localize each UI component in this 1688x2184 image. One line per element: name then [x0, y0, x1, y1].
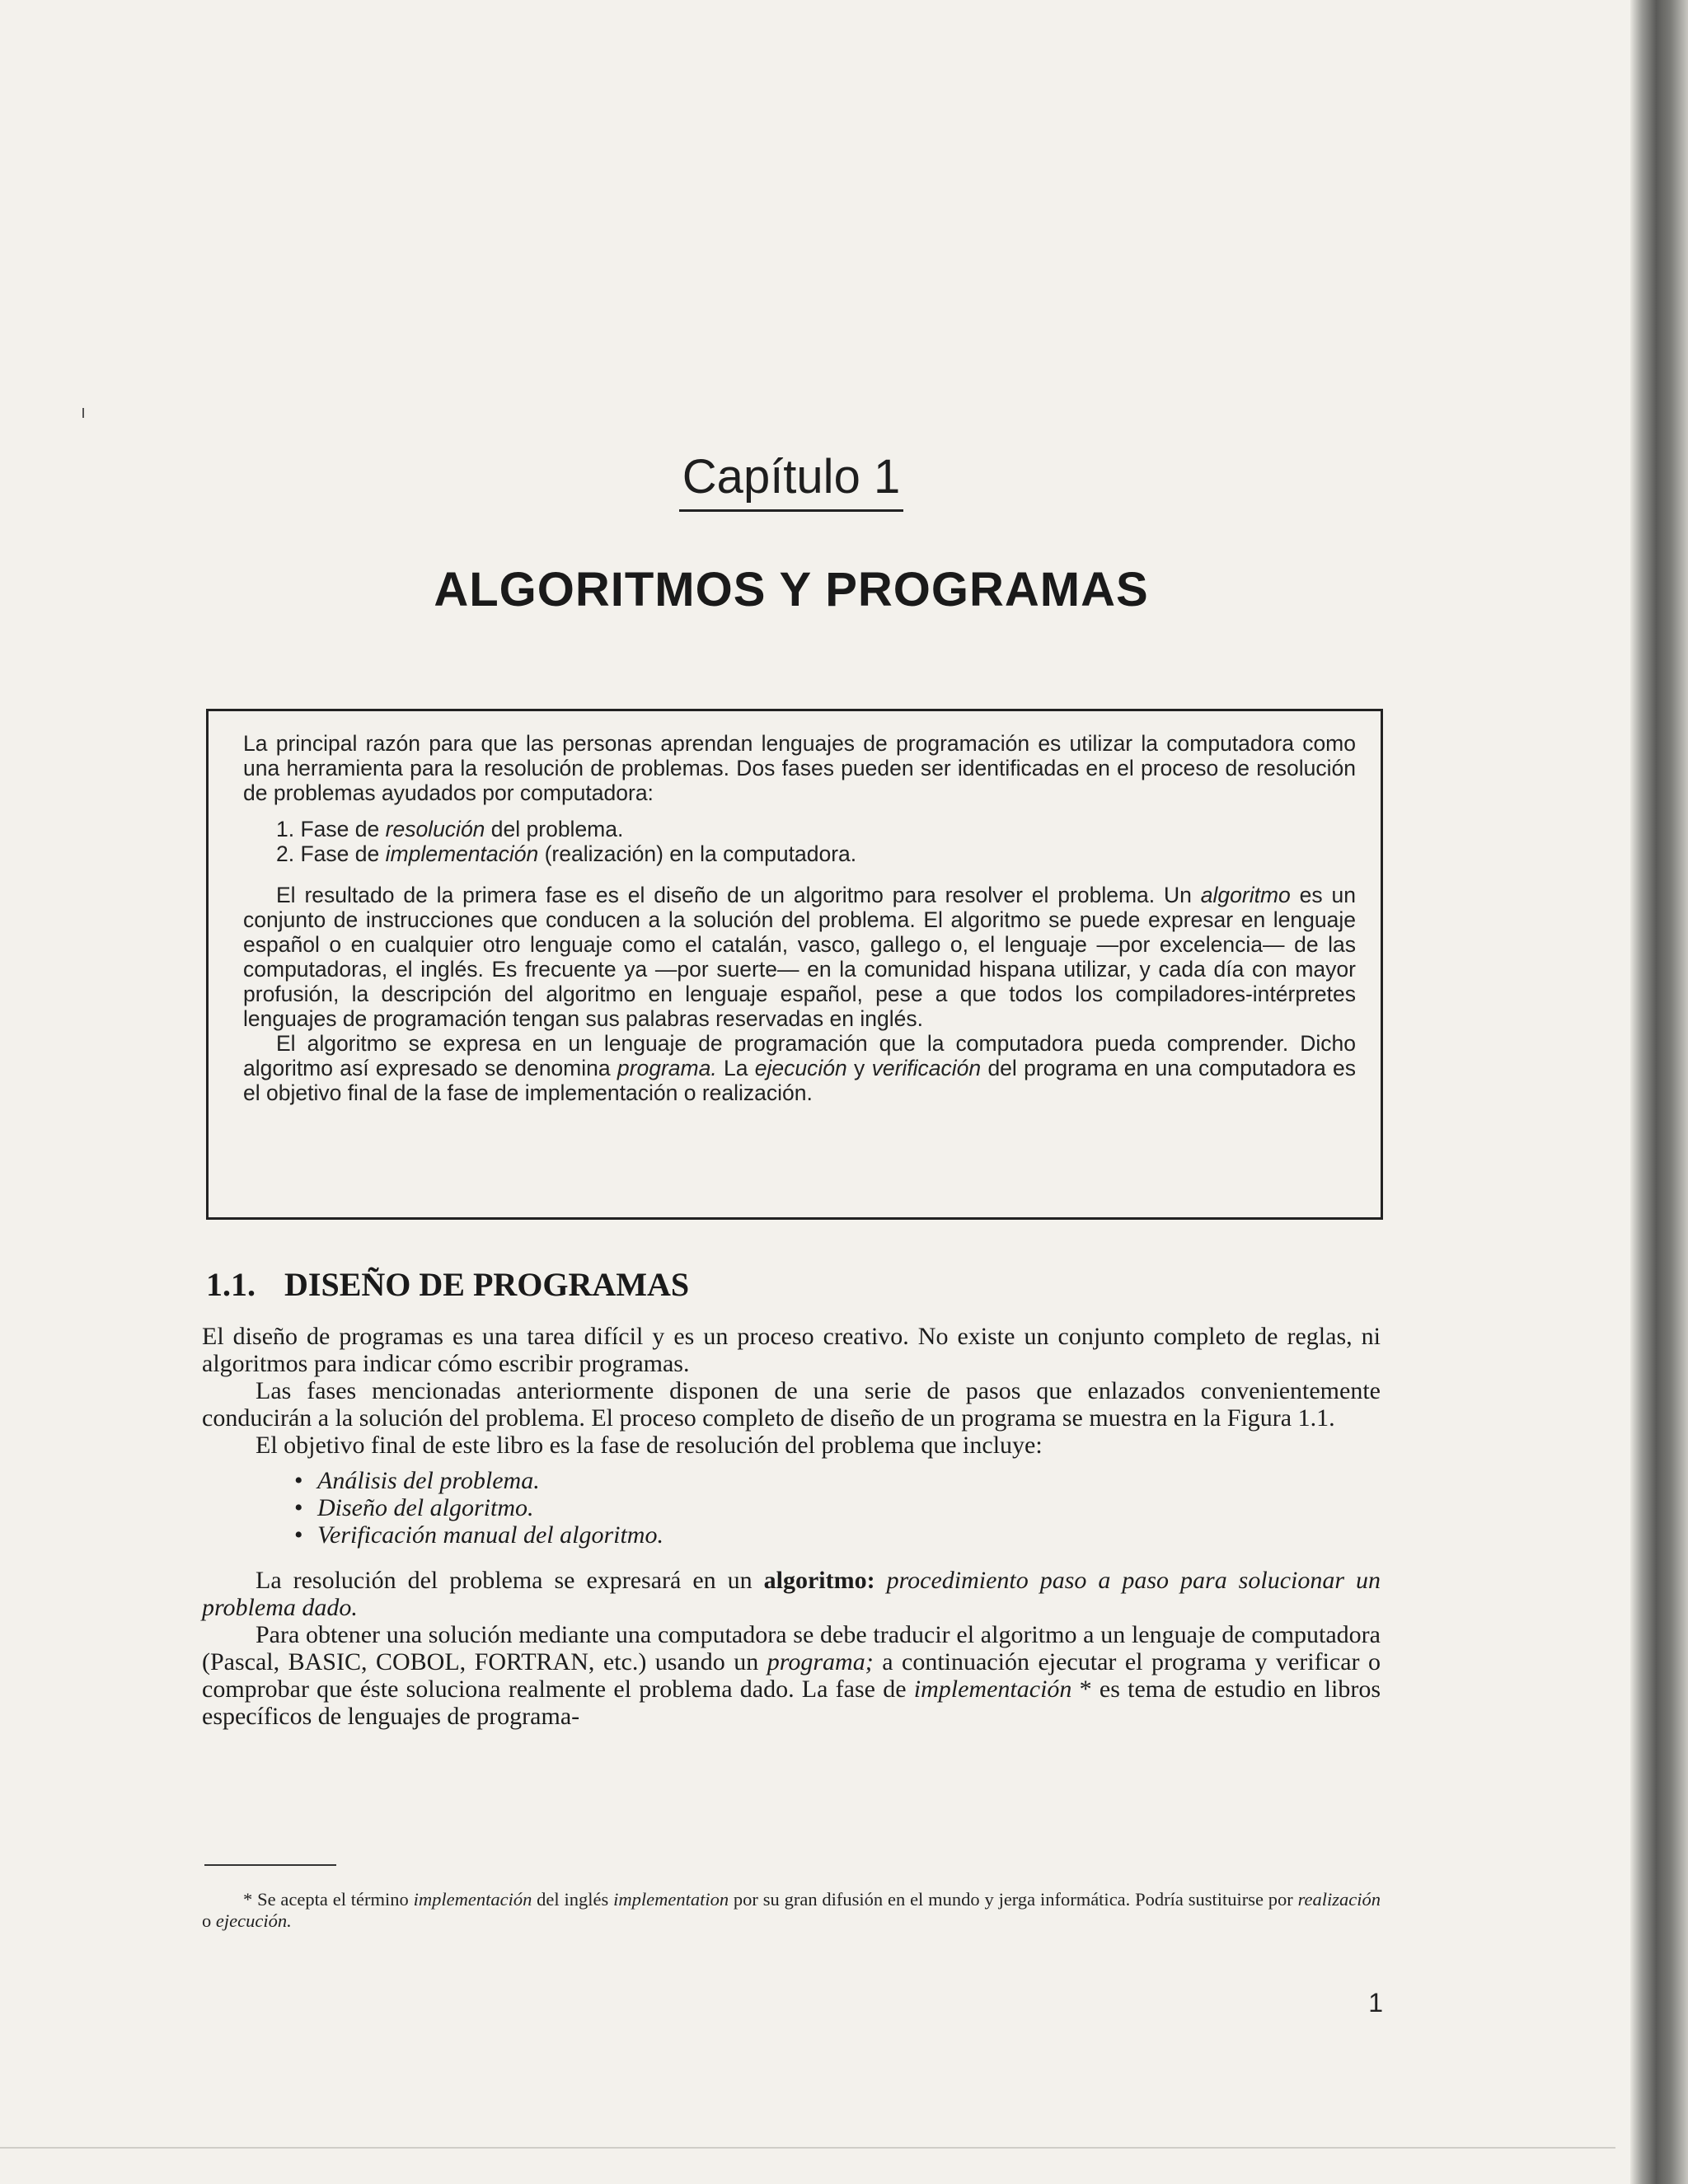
intro-box [206, 709, 1383, 1220]
intro-paragraph-1: La principal razón para que las personas aprendan lenguajes de programación es utilizar la computadora como una herramienta para la resolución de problemas. Dos fases pueden ser identificadas en el proceso de resolución de problemas ayudados por computadora: [243, 731, 1356, 805]
intro-paragraph-3 [243, 1031, 1356, 1105]
phase-text: del problema. [490, 817, 624, 841]
text-run: La resolución del problema se expresará en un [256, 1567, 753, 1594]
body-paragraph-4 [202, 1567, 1381, 1621]
body-paragraph-2: Las fases mencionadas anteriormente disponen de una serie de pasos que enlazados convenientemente conducirán a la solución del problema. El proceso completo de diseño de un programa se muestra en la Figura 1.1. [202, 1377, 1381, 1432]
text-run: o [202, 1910, 212, 1931]
text-run: a continuación ejecutar el programa y verificar o comprobar que éste soluciona realmente el problema dado. La fase de [202, 1648, 1381, 1703]
text-run: del inglés [537, 1889, 609, 1910]
emphasis: verificación [871, 1056, 982, 1080]
section-number: 1.1. [206, 1266, 256, 1303]
bullet-item [294, 1521, 1381, 1549]
emphasis: algoritmo [1200, 883, 1291, 907]
phase-term: resolución [385, 817, 485, 841]
scan-speck [82, 408, 84, 418]
section-title: DISEÑO DE PROGRAMAS [284, 1266, 690, 1303]
text-run: y [854, 1056, 865, 1080]
text-run: * es tema de estudio en libros específicos de lenguajes de programa- [202, 1675, 1381, 1730]
bullet-list [202, 1467, 1381, 1549]
phase-text: (realización) en la computadora. [544, 841, 857, 866]
chapter-title: ALGORITMOS Y PROGRAMAS [434, 563, 1149, 616]
emphasis: procedimiento paso a paso para solucionar un problema dado. [202, 1567, 1381, 1621]
phase-text: Fase de [300, 841, 380, 866]
bullet-item [294, 1467, 1381, 1494]
section-heading [206, 1265, 689, 1304]
footnote-rule [204, 1864, 336, 1866]
text-run: es un conjunto de instrucciones que conducen a la solución del problema. El algoritmo se puede expresar en lenguaje español o en cualquier otro lenguaje como el catalán, vasco, gallego o, el lenguaje —por excelencia— de las computadoras, el inglés. Es frecuente ya —por suerte— en la comunidad hispana utilizar, y cada día con mayor profusión, la descripción del algoritmo en lenguaje español, pese a que todos los compiladores-intérpretes lenguajes de programación tengan sus palabras reservadas en inglés. [243, 883, 1357, 1031]
book-spine-shadow [1630, 0, 1688, 2184]
emphasis: implementation [613, 1889, 729, 1910]
body-paragraph-5 [202, 1621, 1381, 1730]
body-paragraph-1: El diseño de programas es una tarea difícil y es un proceso creativo. No existe un conjunto completo de reglas, ni algoritmos para indicar cómo escribir programas. [202, 1323, 1381, 1377]
bullet-text: Diseño del algoritmo. [317, 1494, 534, 1521]
chapter-label [0, 449, 1582, 512]
phase-num: 2. [276, 841, 295, 866]
footnote-text [202, 1889, 1381, 1932]
phase-item-2 [276, 841, 1356, 866]
phase-item-1 [276, 817, 1356, 841]
scan-bottom-edge [0, 2147, 1615, 2149]
text-run: del programa en una computadora es el objetivo final de la fase de implementación o realización. [243, 1056, 1356, 1105]
phase-num: 1. [276, 817, 295, 841]
page-number: 1 [1368, 1988, 1383, 2018]
text-run: * Se acepta el término [243, 1889, 409, 1910]
phase-term: implementación [385, 841, 539, 866]
emphasis: ejecución [754, 1056, 847, 1080]
text-run: El algoritmo se expresa en un lenguaje de programación que la computadora pueda comprender. Dicho algoritmo así expresado se denomina [243, 1031, 1356, 1080]
emphasis: realización [1297, 1889, 1381, 1910]
bullet-icon: • [294, 1494, 303, 1521]
emphasis: ejecución. [215, 1910, 292, 1931]
bullet-text: Análisis del problema. [317, 1467, 540, 1494]
text-run: Para obtener una solución mediante una computadora se debe traducir el algoritmo a un lenguaje de computadora (Pascal, BASIC, COBOL, FORTRAN, etc.) usando un [202, 1621, 1381, 1675]
chapter-label-text: Capítulo 1 [679, 449, 903, 512]
intro-paragraph-2 [243, 883, 1356, 1031]
footnote [202, 1889, 1381, 1932]
bullet-item [294, 1494, 1381, 1521]
phase-text: Fase de [300, 817, 380, 841]
emphasis: implementación [413, 1889, 532, 1910]
emphasis: programa. [617, 1056, 717, 1080]
text-run: El resultado de la primera fase es el diseño de un algoritmo para resolver el problema. Un [276, 883, 1192, 907]
body-paragraph-3: El objetivo final de este libro es la fase de resolución del problema que incluye: [256, 1432, 1043, 1459]
strong-term: algoritmo: [763, 1567, 875, 1594]
section-body [202, 1323, 1381, 1730]
text-run: La [723, 1056, 748, 1080]
bullet-text: Verificación manual del algoritmo. [317, 1521, 663, 1549]
bullet-icon: • [294, 1521, 303, 1549]
bullet-icon: • [294, 1467, 303, 1494]
emphasis: programa; [767, 1648, 874, 1675]
text-run: por su gran difusión en el mundo y jerga informática. Podría sustituirse por [733, 1889, 1293, 1910]
phase-list [243, 817, 1356, 866]
emphasis: implementación [913, 1675, 1072, 1703]
